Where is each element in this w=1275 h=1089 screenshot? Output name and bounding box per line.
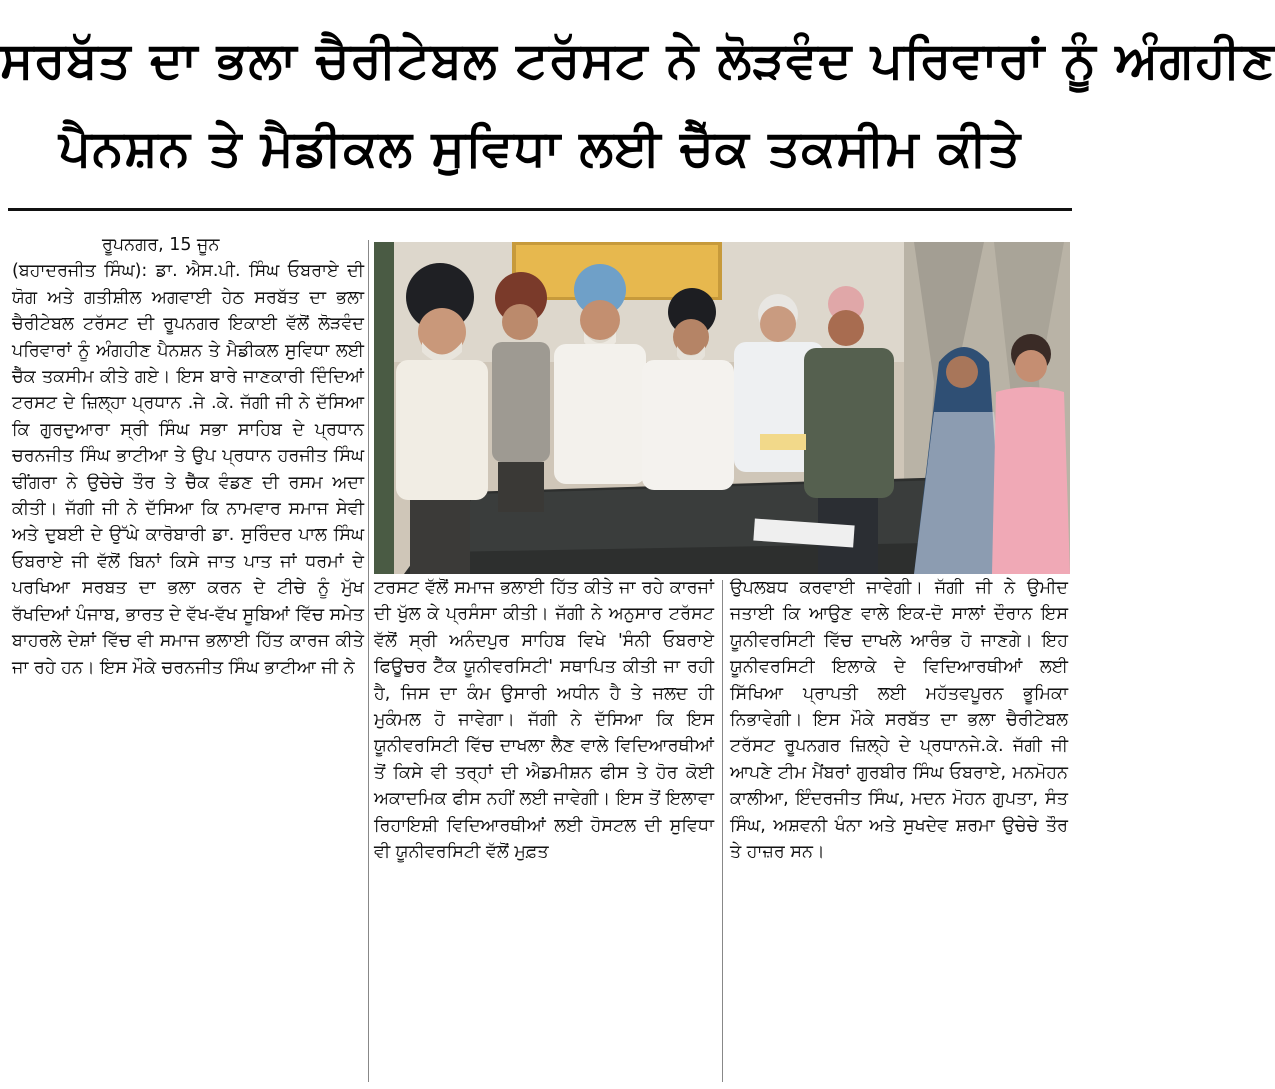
column-divider — [722, 580, 723, 1082]
article-column-2 — [374, 575, 714, 865]
column-2-text: ਟਰਸਟ ਵੱਲੋਂ ਸਮਾਜ ਭਲਾਈ ਹਿੱਤ ਕੀਤੇ ਜਾ ਰਹੇ ਕਾਰਜਾਂ ਦੀ ਖੁੱਲ ਕੇ ਪ੍ਰਸੰਸਾ ਕੀਤੀ। ਜੱਗੀ ਨੇ ਅਨੁਸਾਰ ਟਰੱਸਟ ਵੱਲੋਂ ਸ੍ਰੀ ਅਨੰਦਪੁਰ ਸਾਹਿਬ ਵਿਖੇ 'ਸੰਨੀ ਓਬਰਾਏ ਫਿਊਚਰ ਟੈੱਕ ਯੂਨੀਵਰਸਿਟੀ' ਸਥਾਪਿਤ ਕੀਤੀ ਜਾ ਰਹੀ ਹੈ, ਜਿਸ ਦਾ ਕੰਮ ਉਸਾਰੀ ਅਧੀਨ ਹੈ ਤੇ ਜਲਦ ਹੀ ਮੁਕੰਮਲ ਹੋ ਜਾਵੇਗਾ। ਜੱਗੀ ਨੇ ਦੱਸਿਆ ਕਿ ਇਸ ਯੂਨੀਵਰਸਿਟੀ ਵਿੱਚ ਦਾਖਲਾ ਲੈਣ ਵਾਲੇ ਵਿਦਿਆਰਥੀਆਂ ਤੋਂ ਕਿਸੇ ਵੀ ਤਰ੍ਹਾਂ ਦੀ ਐਡਮੀਸ਼ਨ ਫੀਸ ਤੇ ਹੋਰ ਕੋਈ ਅਕਾਦਮਿਕ ਫੀਸ ਨਹੀਂ ਲਈ ਜਾਵੇਗੀ। ਇਸ ਤੋਂ ਇਲਾਵਾ ਰਿਹਾਇਸ਼ੀ ਵਿਦਿਆਰਥੀਆਂ ਲਈ ਹੋਸਟਲ ਦੀ ਸੁਵਿਧਾ ਵੀ ਯੂਨੀਵਰਸਿਟੀ ਵੱਲੋਂ ਮੁਫ਼ਤ — [374, 578, 714, 863]
article-column-1 — [12, 232, 364, 681]
dateline: ਰੂਪਨਗਰ, 15 ਜੂਨ — [102, 235, 220, 255]
column-divider — [368, 240, 369, 1082]
headline-line-2: ਪੈਨਸ਼ਨ ਤੇ ਮੈਡੀਕਲ ਸੁਵਿਧਾ ਲਈ ਚੈੱਕ ਤਕਸੀਮ ਕੀਤੇ — [58, 119, 1022, 177]
column-1-text: (ਬਹਾਦਰਜੀਤ ਸਿੰਘ): ਡਾ. ਐਸ.ਪੀ. ਸਿੰਘ ਓਬਰਾਏ ਦੀ ਯੋਗ ਅਤੇ ਗਤੀਸ਼ੀਲ ਅਗਵਾਈ ਹੇਠ ਸਰਬੱਤ ਦਾ ਭਲਾ ਚੈਰੀਟੇਬਲ ਟਰੱਸਟ ਦੀ ਰੂਪਨਗਰ ਇਕਾਈ ਵੱਲੋਂ ਲੋੜਵੰਦ ਪਰਿਵਾਰਾਂ ਨੂੰ ਅੰਗਹੀਣ ਪੈਨਸ਼ਨ ਤੇ ਮੈਡੀਕਲ ਸੁਵਿਧਾ ਲਈ ਚੈੱਕ ਤਕਸੀਮ ਕੀਤੇ ਗਏ। ਇਸ ਬਾਰੇ ਜਾਣਕਾਰੀ ਦਿੰਦਿਆਂ ਟਰਸਟ ਦੇ ਜ਼ਿਲ੍ਹਾ ਪ੍ਰਧਾਨ .ਜੇ .ਕੇ. ਜੱਗੀ ਜੀ ਨੇ ਦੱਸਿਆ ਕਿ ਗੁਰਦੁਆਰਾ ਸ੍ਰੀ ਸਿੰਘ ਸਭਾ ਸਾਹਿਬ ਦੇ ਪ੍ਰਧਾਨ ਚਰਨਜੀਤ ਸਿੰਘ ਭਾਟੀਆ ਤੇ ਉਪ ਪ੍ਰਧਾਨ ਹਰਜੀਤ ਸਿੰਘ ਢੀਂਗਰਾ ਨੇ ਉਚੇਚੇ ਤੌਰ ਤੇ ਚੈੱਕ ਵੰਡਣ ਦੀ ਰਸਮ ਅਦਾ ਕੀਤੀ। ਜੱਗੀ ਜੀ ਨੇ ਦੱਸਿਆ ਕਿ ਨਾਮਵਾਰ ਸਮਾਜ ਸੇਵੀ ਅਤੇ ਦੁਬਈ ਦੇ ਉੱਘੇ ਕਾਰੋਬਾਰੀ ਡਾ. ਸੁਰਿੰਦਰ ਪਾਲ ਸਿੰਘ ਓਬਰਾਏ ਜੀ ਵੱਲੋਂ ਬਿਨਾਂ ਕਿਸੇ ਜਾਤ ਪਾਤ ਜਾਂ ਧਰਮਾਂ ਦੇ ਪਰਖਿਆ ਸਰਬਤ ਦਾ ਭਲਾ ਕਰਨ ਦੇ ਟੀਚੇ ਨੂੰ ਮੁੱਖ ਰੱਖਦਿਆਂ ਪੰਜਾਬ, ਭਾਰਤ ਦੇ ਵੱਖ-ਵੱਖ ਸੂਬਿਆਂ ਵਿੱਚ ਸਮੇਤ ਬਾਹਰਲੇ ਦੇਸ਼ਾਂ ਵਿੱਚ ਵੀ ਸਮਾਜ ਭਲਾਈ ਹਿੱਤ ਕਾਰਜ ਕੀਤੇ ਜਾ ਰਹੇ ਹਨ। ਇਸ ਮੌਕੇ ਚਰਨਜੀਤ ਸਿੰਘ ਭਾਟੀਆ ਜੀ ਨੇ — [12, 261, 364, 678]
column-3-text: ਉਪਲਬਧ ਕਰਵਾਈ ਜਾਵੇਗੀ। ਜੱਗੀ ਜੀ ਨੇ ਉਮੀਦ ਜਤਾਈ ਕਿ ਆਉਣ ਵਾਲੇ ਇਕ-ਦੋ ਸਾਲਾਂ ਦੌਰਾਨ ਇਸ ਯੂਨੀਵਰਸਿਟੀ ਵਿੱਚ ਦਾਖਲੇ ਆਰੰਭ ਹੋ ਜਾਣਗੇ। ਇਹ ਯੂਨੀਵਰਸਿਟੀ ਇਲਾਕੇ ਦੇ ਵਿਦਿਆਰਥੀਆਂ ਲਈ ਸਿੱਖਿਆ ਪ੍ਰਾਪਤੀ ਲਈ ਮਹੱਤਵਪੂਰਨ ਭੂਮਿਕਾ ਨਿਭਾਵੇਗੀ। ਇਸ ਮੌਕੇ ਸਰਬੱਤ ਦਾ ਭਲਾ ਚੈਰੀਟੇਬਲ ਟਰੱਸਟ ਰੂਪਨਗਰ ਜ਼ਿਲ੍ਹੇ ਦੇ ਪ੍ਰਧਾਨਜੇ.ਕੇ. ਜੱਗੀ ਜੀ ਆਪਣੇ ਟੀਮ ਮੈਂਬਰਾਂ ਗੁਰਬੀਰ ਸਿੰਘ ਓਬਰਾਏ, ਮਨਮੋਹਨ ਕਾਲੀਆ, ਇੰਦਰਜੀਤ ਸਿੰਘ, ਮਦਨ ਮੋਹਨ ਗੁਪਤਾ, ਸੰਤ ਸਿੰਘ, ਅਸ਼ਵਨੀ ਖੰਨਾ ਅਤੇ ਸੁਖਦੇਵ ਸ਼ਰਮਾ ਉਚੇਚੇ ਤੌਰ ਤੇ ਹਾਜ਼ਰ ਸਨ। — [730, 578, 1068, 863]
article-column-3 — [730, 575, 1068, 865]
news-photo — [374, 242, 1070, 574]
headline-line-1: ਸਰਬੱਤ ਦਾ ਭਲਾ ਚੈਰੀਟੇਬਲ ਟਰੱਸਟ ਨੇ ਲੋੜਵੰਦ ਪਰਿਵਾਰਾਂ ਨੂੰ ਅੰਗਹੀਣ — [0, 31, 1275, 89]
headline-rule — [8, 208, 1072, 211]
